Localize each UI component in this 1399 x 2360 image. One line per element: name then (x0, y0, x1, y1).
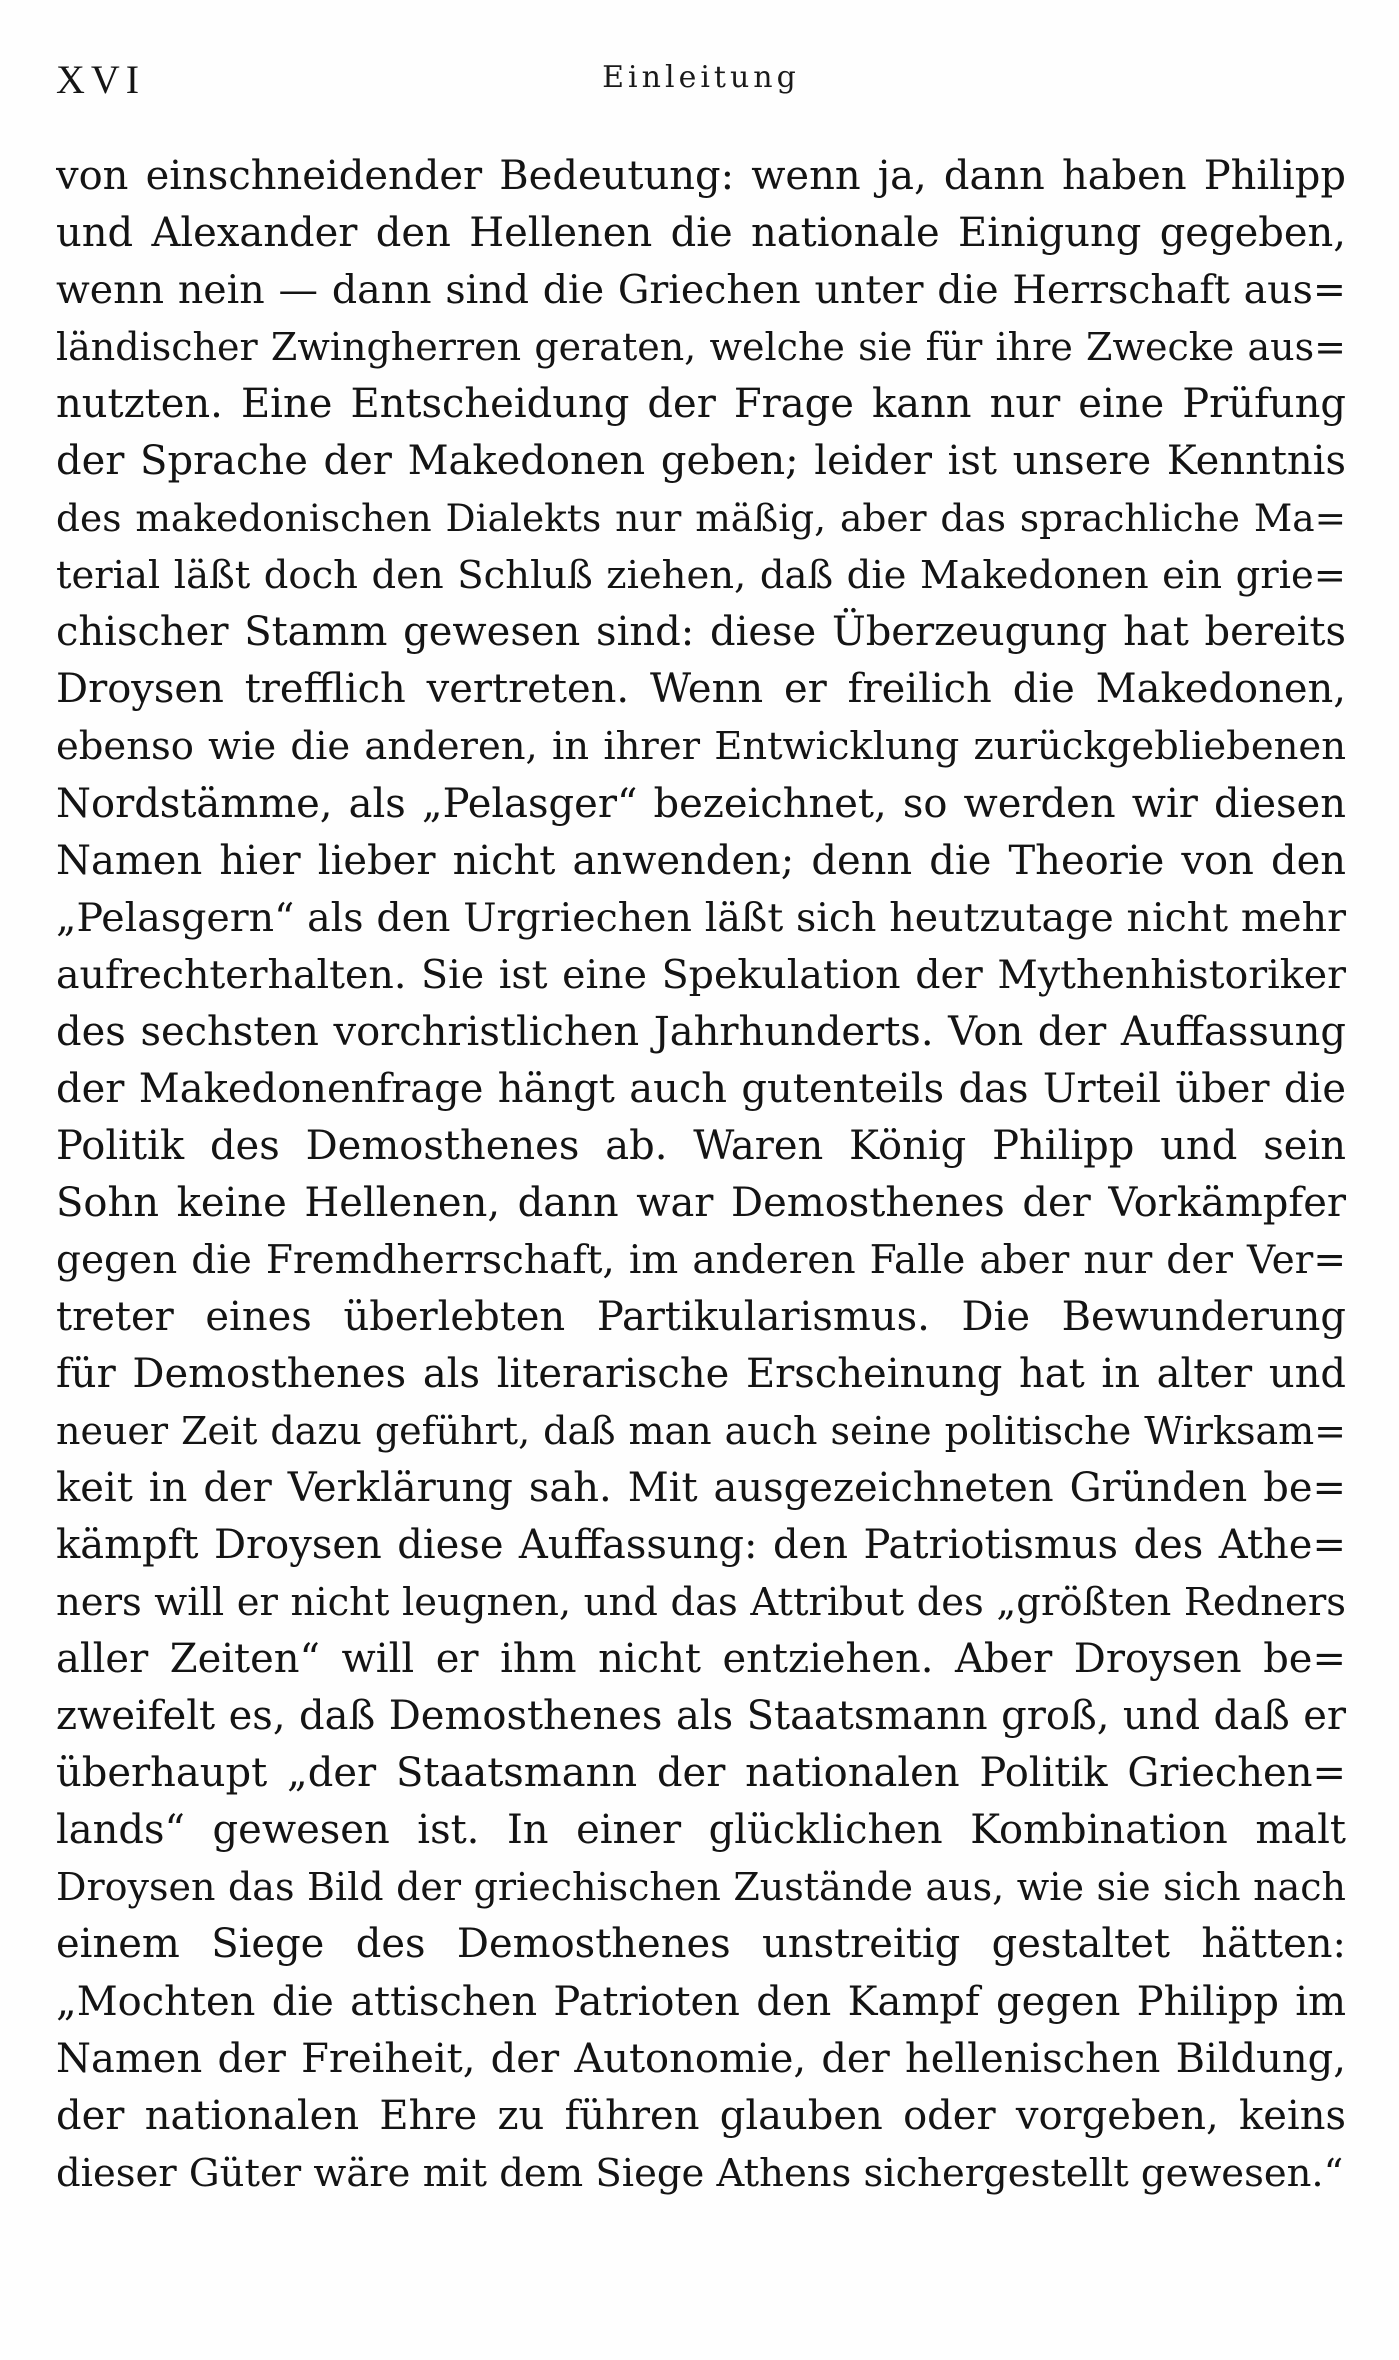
text-line: des makedonischen Dialekts nur mäßig, aber das sprachliche Ma= (56, 496, 1346, 541)
text-line: neuer Zeit dazu geführt, daß man auch seine politische Wirksam= (56, 1409, 1346, 1454)
text-line: lands“ gewesen ist. In einer glücklichen Kombination malt (56, 1807, 1346, 1854)
text-line: wenn nein — dann sind die Griechen unter die Herrschaft aus= (56, 267, 1346, 314)
text-line: Sohn keine Hellenen, dann war Demosthenes der Vorkämpfer (56, 1179, 1346, 1226)
text-line: des sechsten vorchristlichen Jahrhunderts. Von der Auffassung (56, 1008, 1346, 1055)
text-line: treter eines überlebten Partikularismus. Die Bewunderung (56, 1293, 1346, 1340)
text-line: „Mochten die attischen Patrioten den Kampf gegen Philipp im (56, 1978, 1346, 2025)
text-line: kämpft Droysen diese Auffassung: den Patriotismus des Athe= (56, 1522, 1346, 1569)
text-line: „Pelasgern“ als den Urgriechen läßt sich heutzutage nicht mehr (56, 894, 1346, 941)
text-line: Namen der Freiheit, der Autonomie, der hellenischen Bildung, (56, 2035, 1346, 2082)
text-line: Namen hier lieber nicht anwenden; denn die Theorie von den (56, 837, 1346, 884)
page-header (56, 56, 1346, 116)
text-line: der nationalen Ehre zu führen glauben oder vorgeben, keins (56, 2092, 1346, 2139)
text-line: für Demosthenes als literarische Erscheinung hat in alter und (56, 1350, 1346, 1397)
text-line: gegen die Fremdherrschaft, im anderen Falle aber nur der Ver= (56, 1237, 1346, 1283)
text-line: Nordstämme, als „Pelasger“ bezeichnet, so werden wir diesen (56, 780, 1346, 827)
text-line: ländischer Zwingherren geraten, welche sie für ihre Zwecke aus= (56, 325, 1346, 370)
page-number: XVI (56, 57, 146, 102)
text-line: Droysen das Bild der griechischen Zustände aus, wie sie sich nach (56, 1865, 1346, 1910)
text-line: zweifelt es, daß Demosthenes als Staatsmann groß, und daß er (56, 1693, 1346, 1740)
text-line: der Sprache der Makedonen geben; leider ist unsere Kenntnis (56, 438, 1346, 485)
text-line: nutzten. Eine Entscheidung der Frage kann nur eine Prüfung (56, 381, 1346, 428)
text-line: dieser Güter wäre mit dem Siege Athens sichergestellt gewesen.“ (56, 2150, 1344, 2196)
text-line: Droysen trefflich vertreten. Wenn er freilich die Makedonen, (56, 666, 1346, 713)
running-head: Einleitung (602, 60, 800, 95)
text-line: und Alexander den Hellenen die nationale Einigung gegeben, (56, 210, 1346, 257)
text-line: von einschneidender Bedeutung: wenn ja, dann haben Philipp (56, 153, 1346, 199)
text-line: der Makedonenfrage hängt auch gutenteils das Urteil über die (56, 1065, 1346, 1112)
text-line: Politik des Demosthenes ab. Waren König Philipp und sein (56, 1122, 1346, 1169)
text-line: terial läßt doch den Schluß ziehen, daß die Makedonen ein grie= (56, 553, 1346, 599)
text-line: einem Siege des Demosthenes unstreitig gestaltet hätten: (56, 1921, 1346, 1968)
body-text (56, 148, 1346, 2202)
text-line: chischer Stamm gewesen sind: diese Überzeugung hat bereits (56, 609, 1346, 656)
text-line: aufrechterhalten. Sie ist eine Spekulation der Mythenhistoriker (56, 951, 1346, 998)
text-line: ebenso wie die anderen, in ihrer Entwicklung zurückgebliebenen (56, 724, 1346, 770)
text-line: aller Zeiten“ will er ihm nicht entziehen. Aber Droysen be= (56, 1636, 1346, 1683)
text-line: ners will er nicht leugnen, und das Attribut des „größten Redners (56, 1580, 1346, 1626)
text-line: überhaupt „der Staatsmann der nationalen Politik Griechen= (56, 1750, 1346, 1797)
text-line: keit in der Verklärung sah. Mit ausgezeichneten Gründen be= (56, 1465, 1346, 1512)
